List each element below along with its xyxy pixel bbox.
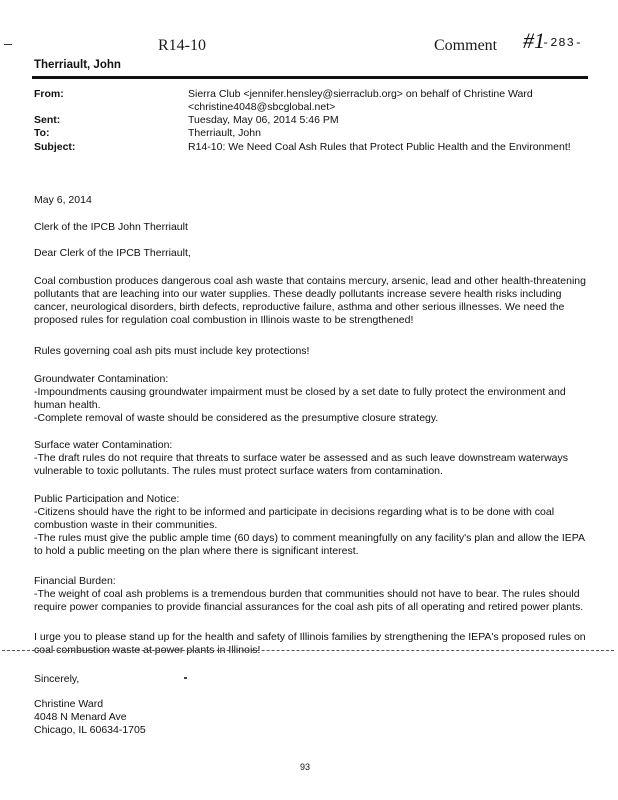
text-line: -The rules must give the public ample time (60 days) to comment meaningfully on any facility's plan and allow the IEPA (34, 532, 585, 544)
intro-paragraph (34, 275, 590, 327)
text-line: to hold a public meeting on the plan where there is significant interest. (34, 545, 359, 557)
comment-stamp: Comment (434, 37, 498, 54)
docket-stamp: R14-10 (158, 37, 206, 54)
signature-block (34, 698, 590, 737)
recipient-name-heading: Therriault, John (34, 59, 121, 71)
from-label: From: (34, 88, 64, 100)
text-line: pollutants that are leaching into our water supplies. These deadly pollutants increase severe health risks including (34, 288, 562, 300)
text-line: require power companies to provide financial assurances for the coal ash pits of all operating and retired power plants. (34, 601, 584, 613)
text-line: -Impoundments causing groundwater impairment must be closed by a set date to fully protect the environment and (34, 386, 566, 398)
signoff: Sincerely, (34, 673, 80, 685)
letter-addressee: Clerk of the IPCB John Therriault (34, 221, 188, 233)
text-line: -Citizens should have the right to be informed and participate in decisions regarding what is to be done with coal (34, 506, 555, 518)
page-number: 93 (300, 762, 311, 772)
sent-value: Tuesday, May 06, 2014 5:46 PM (188, 114, 339, 126)
text-line: vulnerable to toxic pollutants. The rules must protect surface waters from contamination. (34, 465, 443, 477)
signature-name: Christine Ward (34, 698, 104, 710)
text-line: cancer, neurological disorders, birth defects, reproductive failure, asthma and other serious illnesses. We need the (34, 301, 565, 313)
letter-date: May 6, 2014 (34, 194, 92, 206)
groundwater-section (34, 373, 590, 425)
section-heading: Groundwater Contamination: (34, 373, 169, 385)
from-value-line: Sierra Club <jennifer.hensley@sierraclub.org> on behalf of Christine Ward (188, 88, 533, 100)
header-rule (32, 76, 588, 79)
text-line: proposed rules for regulation coal combustion in Illinois waste to be strengthened! (34, 314, 414, 326)
from-value (188, 88, 598, 114)
to-value: Therriault, John (188, 127, 261, 139)
text-line: I urge you to please stand up for the health and safety of Illinois families by strengthening the IEPA's proposed rules on (34, 631, 586, 643)
section-heading: Financial Burden: (34, 575, 116, 587)
closing-paragraph (34, 631, 590, 657)
signature-street: 4048 N Menard Ave (34, 711, 127, 723)
scan-speck (184, 677, 187, 679)
surface-water-section (34, 439, 590, 478)
letter-salutation: Dear Clerk of the IPCB Therriault, (34, 247, 191, 259)
from-value-line: <christine4048@sbcglobal.net> (188, 101, 336, 113)
financial-section (34, 575, 590, 614)
handwritten-comment-number: #1 (523, 28, 545, 53)
text-line: human health. (34, 399, 101, 411)
subject-value: R14-10: We Need Coal Ash Rules that Protect Public Health and the Environment! (188, 141, 571, 153)
signature-city: Chicago, IL 60634-1705 (34, 724, 146, 736)
sent-label: Sent: (34, 114, 61, 126)
scan-dashed-line (2, 650, 614, 651)
text-line: -The weight of coal ash problems is a tremendous burden that communities should not have to bear. The rules should (34, 588, 580, 600)
text-line: coal combustion waste at power plants in Illinois! (34, 644, 261, 656)
side-tick-mark (4, 44, 12, 45)
section-heading: Public Participation and Notice: (34, 493, 180, 505)
subject-label: Subject: (34, 141, 76, 153)
text-line: -The draft rules do not require that threats to surface water be assessed and as such leave downstream waterways (34, 452, 569, 464)
text-line: combustion waste in their communities. (34, 519, 218, 531)
rules-line: Rules governing coal ash pits must include key protections! (34, 345, 310, 357)
handwritten-comment-number-suffix: -283- (542, 36, 584, 50)
section-heading: Surface water Contamination: (34, 439, 173, 451)
text-line: -Complete removal of waste should be considered as the presumptive closure strategy. (34, 412, 439, 424)
text-line: Coal combustion produces dangerous coal ash waste that contains mercury, arsenic, lead and other health-threatening (34, 275, 586, 287)
participation-section (34, 493, 590, 558)
to-label: To: (34, 127, 50, 139)
